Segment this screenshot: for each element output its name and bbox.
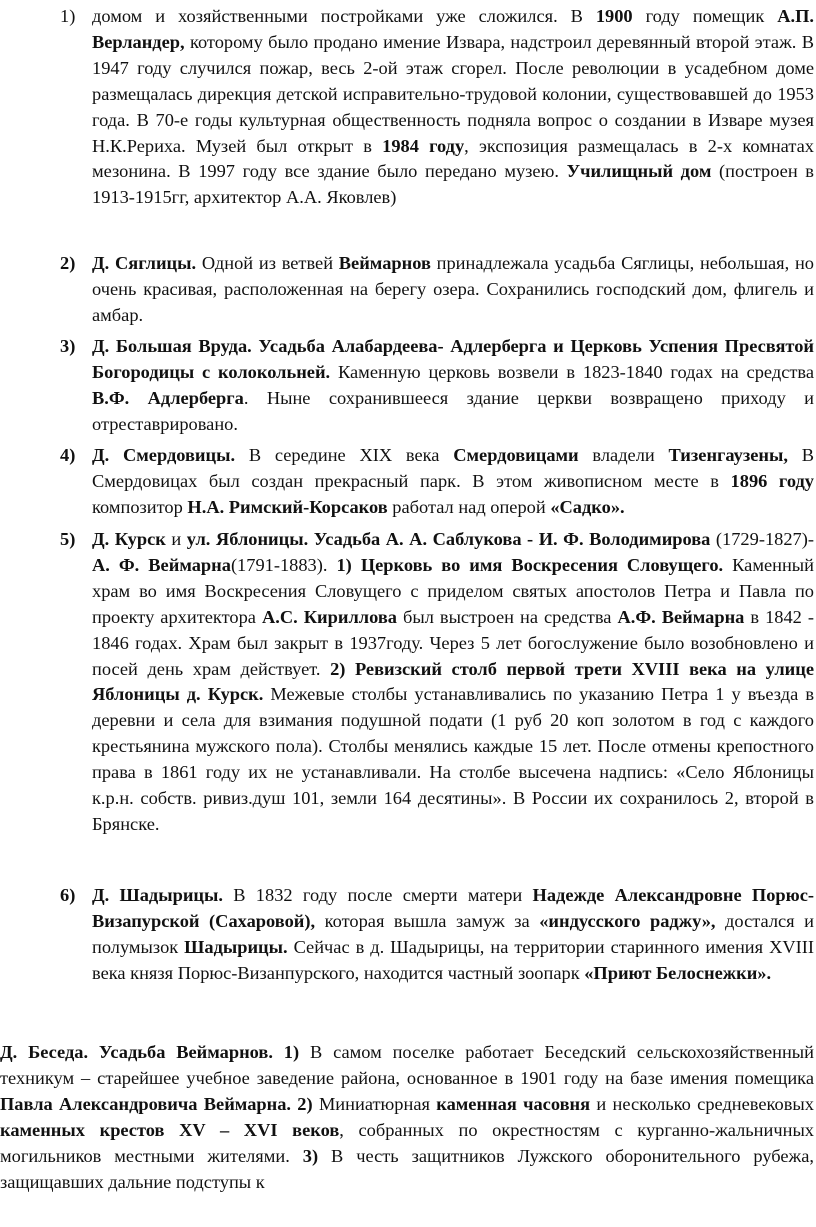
- text-run: Миниатюрная: [312, 1093, 437, 1114]
- bold-run: Д. Курск: [92, 529, 166, 549]
- bold-run: Д. Беседа. Усадьба Веймарнов. 1): [0, 1042, 300, 1062]
- text-run: В Смердовицах был создан прекрасный парк. В этом живописном месте в: [92, 445, 814, 491]
- bold-run: каменных крестов XV – XVI веков: [0, 1119, 340, 1140]
- text-run: , собранных по окрестностям с курганно-жальничных могильников местными жителями.: [0, 1119, 814, 1166]
- text-run: достался и полумызок: [92, 910, 814, 957]
- list-number: 6): [60, 885, 76, 905]
- bold-run: Смердовицами: [453, 445, 579, 465]
- text-run: В самом поселке работает Беседский сельскохозяйственный техникум – старейшее учебное заведение района, основанное в 1901 году на базе имения помещика: [0, 1042, 814, 1088]
- text-run: Межевые столбы устанавливались по указанию Петра 1 у въезда в деревни и села для взимания подушной подати (1 руб 20 коп золотом в год с каждого крестьянина мужского пола). Столбы менялись каждые 15 лет. После отмены крепостного права в 1861 году их не устанавливали. На столбе высечена надпись: «Село Яблоницы к.р.н. собств. ривиз.душ 101, земли 164 десятины». В России их сохранилось 2, второй в Брянске.: [92, 684, 815, 834]
- bold-run: Надежде Александровне Порюс-Визапурской (Сахаровой),: [92, 885, 814, 931]
- bold-run: Училищный дом: [566, 161, 712, 182]
- bold-run: 1) Церковь во имя Воскресения Словущего.: [336, 554, 724, 575]
- list-item-3: [92, 334, 814, 438]
- text-run: в 1842 - 1846 годах. Храм был закрыт в 1937году. Через 5 лет богослужение было возобновлено и посей день храм действует.: [92, 606, 814, 679]
- bold-run: Веймарнов: [338, 253, 431, 273]
- text-run: которая вышла замуж за: [315, 910, 540, 931]
- bold-run: 1900: [595, 6, 633, 26]
- text-run: и несколько средневековых: [590, 1093, 814, 1114]
- bold-run: 3): [302, 1145, 319, 1166]
- bold-run: каменная часовня: [436, 1093, 591, 1114]
- bold-run: Павла Александровича Веймарна. 2): [0, 1093, 313, 1114]
- bold-run: А.С. Кириллова: [261, 606, 397, 627]
- bold-run: Шадырицы.: [184, 936, 288, 957]
- text-run: (1791-1883).: [230, 554, 337, 575]
- list-number: 1): [60, 6, 76, 26]
- list-item-2: [92, 251, 814, 329]
- text-run: Одной из ветвей: [196, 253, 339, 273]
- list-number: 4): [60, 445, 76, 465]
- text-run: Каменный храм во имя Воскресения Словущего с приделом святых апостолов Петра и Павла по проекту архитектора: [92, 554, 815, 627]
- text-run: , экспозиция размещалась в 2-х комнатах мезонина. В 1997 году все здание было передано музею.: [92, 135, 814, 182]
- bold-run: Д. Сяглицы.: [92, 253, 197, 273]
- text-run: и: [165, 529, 187, 549]
- bold-run: 2) Ревизский столб первой трети XVIII века на улице Яблоницы д. Курск.: [92, 658, 815, 705]
- list-number: 2): [60, 253, 76, 273]
- bold-run: «Садко».: [550, 496, 625, 517]
- bold-run: «Приют Белоснежки».: [584, 962, 772, 983]
- bold-run: Д. Смердовицы.: [92, 445, 236, 465]
- bold-run: Д. Шадырицы.: [92, 885, 223, 905]
- list-number: 3): [60, 336, 76, 356]
- text-run: В середине XIX века: [235, 445, 454, 465]
- bold-run: 1984 году: [382, 135, 465, 156]
- bold-run: 1896 году: [730, 470, 814, 491]
- bold-run: А.Ф. Веймарна: [617, 606, 745, 627]
- list-item-1: [92, 4, 814, 211]
- text-run: (построен в 1913-1915гг, архитектор А.А. Яковлев): [92, 161, 814, 208]
- bold-run: Н.А. Римский-Корсаков: [187, 496, 388, 517]
- text-run: Каменную церковь возвели в 1823-1840 годах на средства: [330, 361, 814, 382]
- text-run: . Ныне сохранившееся здание церкви возвращено приходу и отреставрировано.: [92, 387, 815, 434]
- text-run: (1729-1827)-: [710, 529, 814, 549]
- text-run: Сейчас в д. Шадырицы, на территории старинного имения XVIII века князя Порюс-Визанпурского, находится частный зоопарк: [92, 936, 814, 983]
- text-run: владели: [578, 445, 669, 465]
- list-number: 5): [60, 529, 76, 549]
- bold-run: Тизенгаузены,: [668, 445, 788, 465]
- text-run: композитор: [92, 496, 188, 517]
- beseda-paragraph: [0, 1040, 814, 1195]
- list-item-5: [92, 527, 814, 838]
- text-run: году помещик: [632, 6, 778, 26]
- text-run: которому было продано имение Извара, надстроил деревянный второй этаж. В 1947 году случился пожар, весь 2-ой этаж сгорел. После революции в усадебном доме размещалась дирекция детской исправительно-трудовой колонии, существовавшей до 1953 года. В 70-е годы культурная общественность подняла вопрос о создании в Изваре музея Н.К.Рериха. Музей был открыт в: [92, 31, 814, 156]
- bold-run: А.П. Верландер,: [92, 6, 814, 52]
- bold-run: В.Ф. Адлерберга: [92, 387, 244, 408]
- text-run: был выстроен на средства: [396, 606, 618, 627]
- bold-run: ул. Яблоницы. Усадьба А. А. Саблукова - И. Ф. Володимирова: [186, 529, 711, 549]
- text-run: В 1832 году после смерти матери: [222, 885, 533, 905]
- text-run: принадлежала усадьба Сяглицы, небольшая, но очень красивая, расположенная на берегу озера. Сохранились господский дом, флигель и амбар.: [92, 253, 814, 325]
- bold-run: Д. Большая Вруда. Усадьба Алабардеева- Адлерберга и Церковь Успения Пресвятой Богородицы с колокольней.: [92, 336, 814, 382]
- text-run: работал над оперой: [387, 496, 551, 517]
- text-run: В честь защитников Лужского оборонительного рубежа, защищавших дальние подступы к: [0, 1145, 814, 1192]
- list-item-6: [92, 883, 814, 987]
- bold-run: А. Ф. Веймарна: [92, 554, 231, 575]
- list-item-4: [92, 443, 814, 521]
- bold-run: «индусского раджу»,: [539, 910, 716, 931]
- text-run: домом и хозяйственными постройками уже сложился. В: [92, 6, 596, 26]
